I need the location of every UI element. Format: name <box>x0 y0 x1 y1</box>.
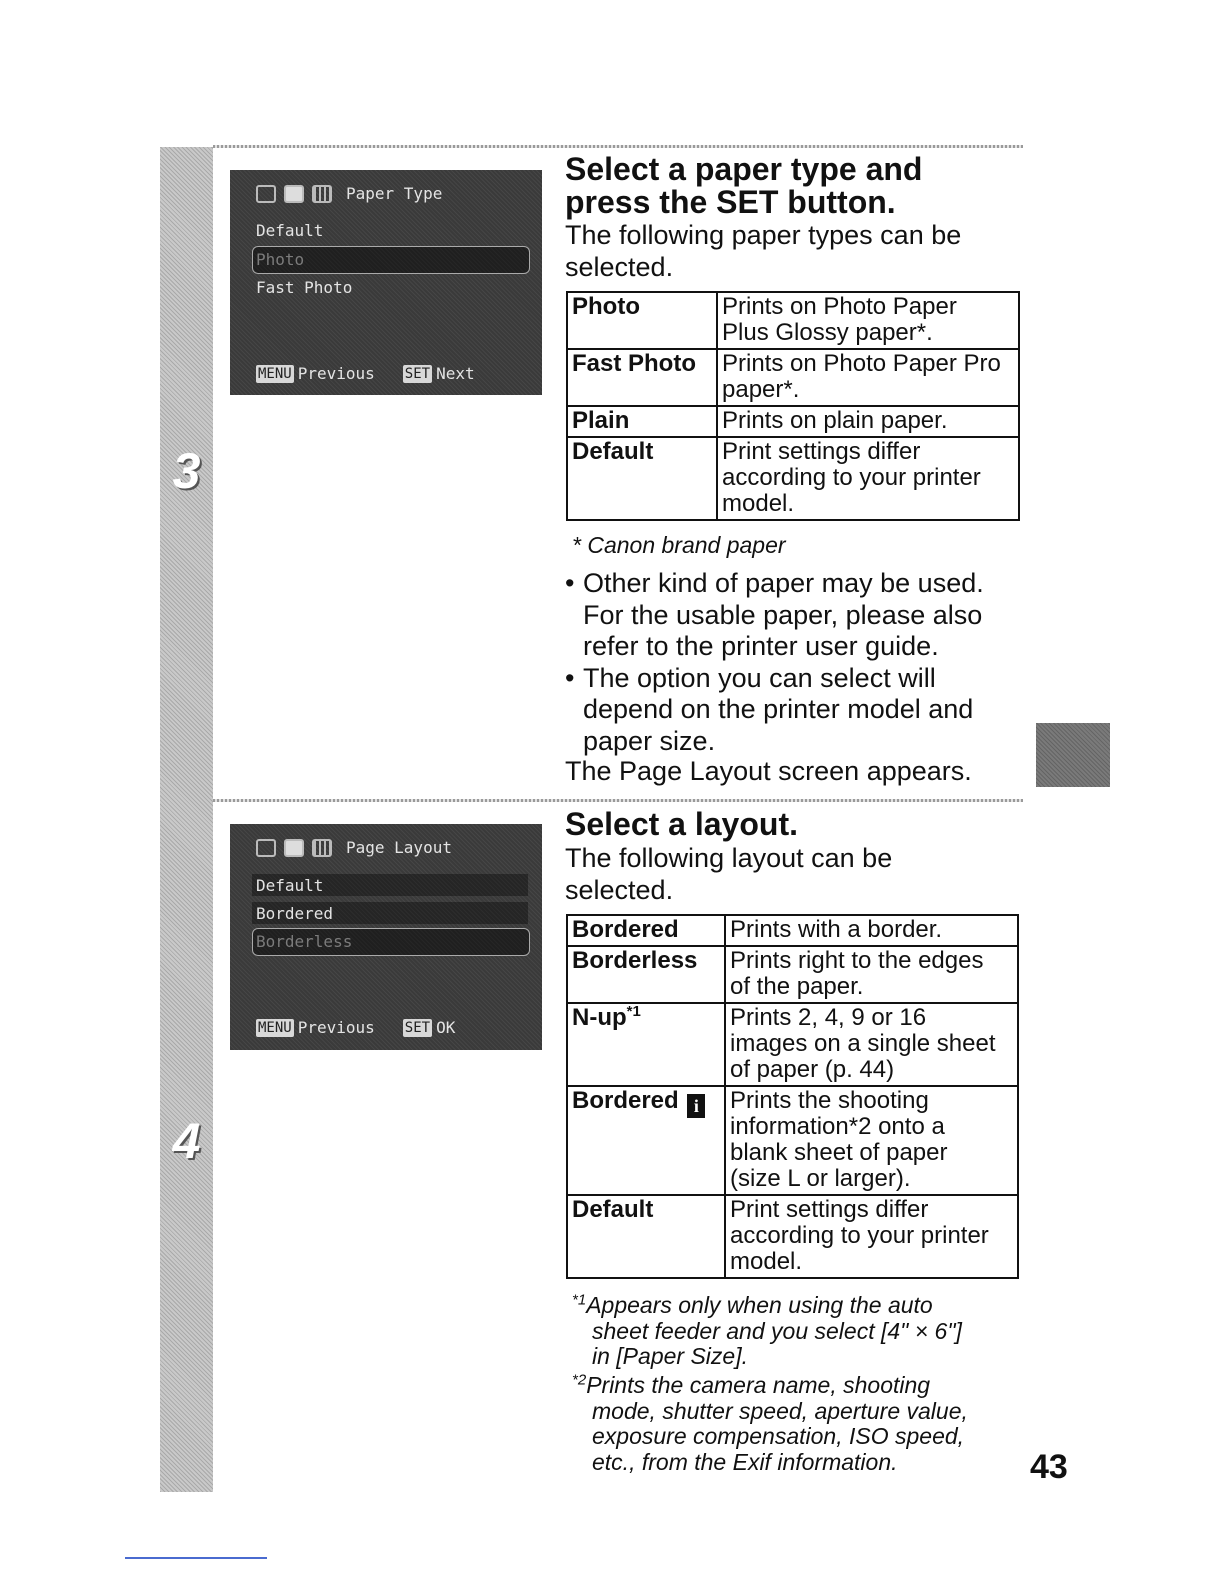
print-settings-icon <box>256 839 276 857</box>
ok-label: OK <box>436 1018 456 1037</box>
table-term: Fast Photo <box>567 349 717 406</box>
menu-option-borderless[interactable]: Borderless <box>256 932 353 951</box>
screen-title: Paper Type <box>346 184 443 203</box>
screen-header <box>256 184 442 203</box>
menu-option-default[interactable]: Default <box>256 221 324 240</box>
table-term: Plain <box>567 406 717 437</box>
table-term: Default <box>567 437 717 520</box>
footnote-marker: *1 <box>626 1003 641 1020</box>
table-row <box>567 292 1019 349</box>
paper-footnote: * Canon brand paper <box>572 532 786 558</box>
table-row <box>567 406 1019 437</box>
info-icon: i <box>687 1094 705 1118</box>
page-number: 43 <box>1030 1448 1068 1486</box>
table-row <box>567 1195 1018 1278</box>
menu-option-bordered[interactable]: Bordered <box>256 904 334 923</box>
footnote-marker: *1 <box>572 1291 587 1309</box>
table-term: Photo <box>567 292 717 349</box>
previous-label: Previous <box>297 1018 375 1037</box>
table-term: $N-up^{*1}$ <box>567 1003 725 1086</box>
screen-footer <box>256 364 475 383</box>
step-sidebar <box>160 147 213 1492</box>
set-key-icon[interactable]: SET <box>404 365 431 382</box>
table-row <box>567 1086 1018 1195</box>
step-number-3: 3 <box>172 443 201 499</box>
step-4-heading: Select a layout. <box>565 806 798 842</box>
paper-size-icon <box>284 185 304 203</box>
previous-label: Previous <box>297 364 375 383</box>
set-key-icon[interactable]: SET <box>404 1019 431 1036</box>
table-description: Print settings differ according to your printer model. <box>725 1195 1018 1278</box>
step-3-intro: The following paper types can be selected. <box>565 220 962 282</box>
table-description: Prints on Photo Paper Pro paper*. <box>717 349 1019 406</box>
chapter-tab <box>1036 723 1110 787</box>
section-divider-middle <box>213 799 1023 802</box>
step-3-heading: Select a paper type and press the SET button. <box>565 151 923 220</box>
table-term: Default <box>567 1195 725 1278</box>
list-item: • The option you can select will depend on the printer model and paper size. <box>565 663 984 758</box>
menu-option-default[interactable]: Default <box>256 876 324 895</box>
lcd-screen-paper-type <box>230 170 542 395</box>
table-row <box>567 1003 1018 1086</box>
table-row <box>567 946 1018 1003</box>
step-4-intro: The following layout can be selected. <box>565 843 893 905</box>
screen-header <box>256 838 452 857</box>
table-description: Prints with a border. <box>725 915 1018 946</box>
table-description: Prints 2, 4, 9 or 16 images on a single sheet of paper (p. 44) <box>725 1003 1018 1086</box>
table-term: Bordered i <box>567 1086 725 1195</box>
table-description: Print settings differ according to your printer model. <box>717 437 1019 520</box>
table-description: Prints the shooting information*2 onto a blank sheet of paper (size L or larger). <box>725 1086 1018 1195</box>
table-description: Prints on plain paper. <box>717 406 1019 437</box>
paper-type-table <box>566 291 1020 521</box>
paper-type-icon <box>312 185 332 203</box>
menu-option-photo[interactable]: Photo <box>256 250 305 269</box>
table-description: Prints right to the edges of the paper. <box>725 946 1018 1003</box>
step-number-4: 4 <box>172 1113 201 1169</box>
table-row <box>567 437 1019 520</box>
step-3-result: The Page Layout screen appears. <box>565 756 972 786</box>
list-item: • Other kind of paper may be used. For the usable paper, please also refer to the printer user guide. <box>565 568 984 663</box>
table-row <box>567 349 1019 406</box>
layout-table <box>566 914 1019 1279</box>
print-settings-icon <box>256 185 276 203</box>
section-divider-top <box>213 145 1023 148</box>
table-row <box>567 915 1018 946</box>
screen-footer <box>256 1018 455 1037</box>
paper-size-icon <box>284 839 304 857</box>
step-3-notes <box>565 568 984 757</box>
table-term: Bordered <box>567 915 725 946</box>
table-description: Prints on Photo Paper Plus Glossy paper*. <box>717 292 1019 349</box>
screen-title: Page Layout <box>346 838 452 857</box>
footnote-1: $^{*1}$Appears only when using the auto sheet feeder and you select [4" × 6"] in [Paper Size]. <box>572 1291 962 1369</box>
table-term: Borderless <box>567 946 725 1003</box>
footer-line <box>125 1557 267 1559</box>
menu-key-icon[interactable]: MENU <box>258 365 292 382</box>
footnote-marker: *2 <box>572 1371 587 1389</box>
menu-key-icon[interactable]: MENU <box>258 1019 292 1036</box>
lcd-screen-page-layout <box>230 824 542 1050</box>
menu-option-fast-photo[interactable]: Fast Photo <box>256 278 353 297</box>
footnote-2: $^{*2}$Prints the camera name, shooting mode, shutter speed, aperture value, exposure compensation, ISO speed, etc., from the Exif information. <box>572 1371 968 1475</box>
next-label: Next <box>436 364 475 383</box>
paper-type-icon <box>312 839 332 857</box>
